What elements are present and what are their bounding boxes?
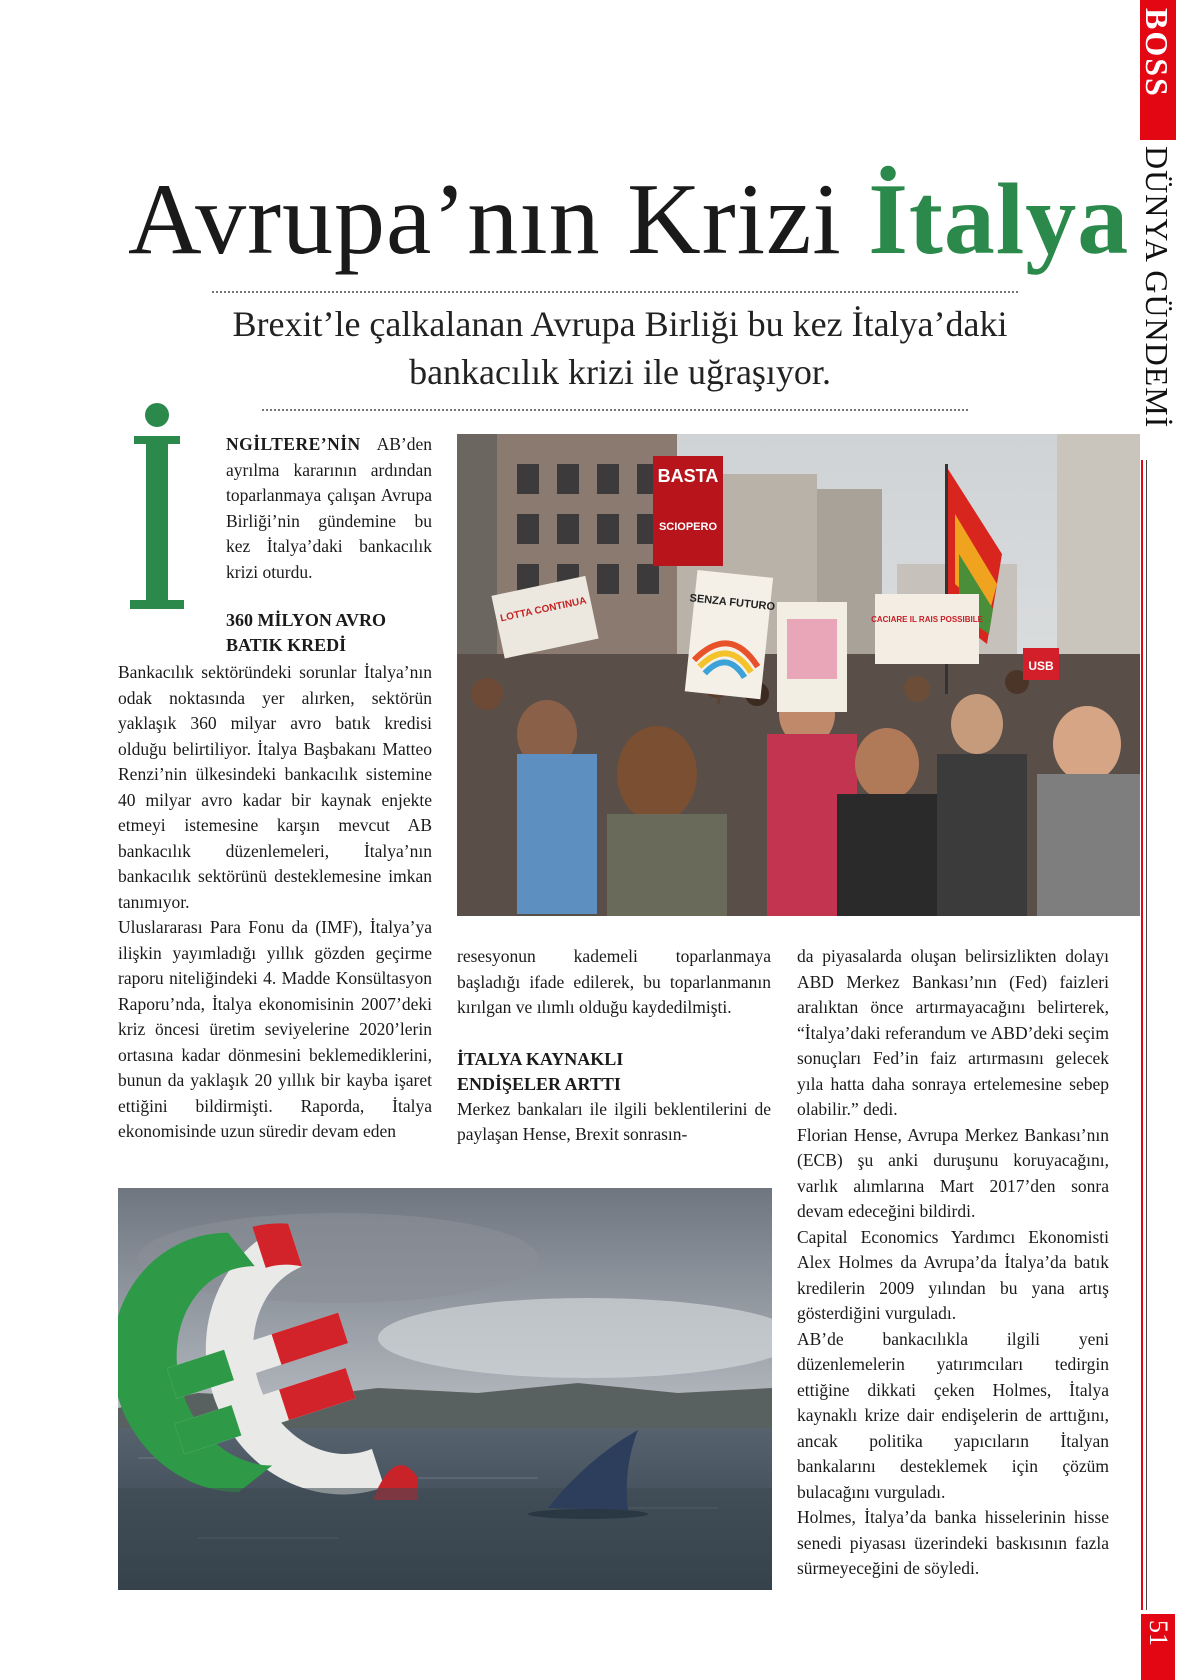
margin-rule (1141, 460, 1143, 1610)
paragraph: da piyasalarda oluşan belirsizlikten dolayı ABD Merkez Bankası’nın (Fed) faizleri aralıktan önce artırmayacağını belirterek, “İtalya’daki referandum ve ABD’deki seçim sonuçları Fed’in faiz artırmasını gelecek yıla hatta daha sonraya ertelemesine sebep olabilir.” dedi. (797, 946, 1109, 1119)
paragraph: Capital Economics Yardımcı Ekonomisti Alex Holmes da Avrupa’da İtalya’da batık kredilerin 2009 yılından bu yana artış gösterdiğini vurguladı. (797, 1226, 1109, 1323)
sign-possibile: CACIARE IL RAIS POSSIBILE (871, 615, 983, 624)
paragraph: AB’de bankacılıkla ilgili yeni düzenlemelerin yatırımcıları tedirgin ettiğine dikkati çeken Holmes, İtalya kaynaklı krize dair endişelerin de arttığını, ancak politika yapıcıların İtalyan bankalarını desteklemek için çözüm bulacağını vurguladı. (797, 1328, 1109, 1502)
euro-crisis-photo (118, 1188, 772, 1590)
page-title (128, 160, 1130, 280)
brand-label: BOSS (1139, 8, 1175, 98)
sign-sciopero: SCIOPERO (658, 521, 718, 533)
paragraph: resesyonun kademeli toparlanmaya başladığı ifade edilerek, bu toparlanmanın kırılgan ve ılımlı olduğu kaydedilmişti. (457, 946, 771, 1017)
section-label: DÜNYA GÜNDEMİ (1139, 146, 1175, 429)
dropcap (128, 396, 188, 614)
paragraph: Florian Hense, Avrupa Merkez Bankası’nın (ECB) şu anki duruşunu koruyacağını, varlık alımlarına Mart 2017’den sonra devam edeceğini bildirdi. (797, 1124, 1109, 1221)
brand-tab (1140, 0, 1176, 140)
paragraph: Uluslararası Para Fonu da (IMF), İtalya’ya ilişkin yayımladığı yıllık gözden geçirme raporu niteliğindeki 4. Madde Konsültasyon Raporu’nda, İtalya ekonomisinin 2007’deki kriz öncesi üretim seviyelerine 2020’lerin ortasına kadar dönmesini beklemediklerini, bunun da yaklaşık 20 yıllık bir kayba işaret ettiğini bildirmişti. Raporda, İtalya ekonomisinde uzun süredir devam eden (118, 917, 432, 1141)
section-tab (1140, 140, 1176, 460)
section-heading-2 (457, 1047, 771, 1097)
article-column-1 (118, 660, 432, 1145)
page-number-tab (1141, 1614, 1175, 1680)
page-number: 51 (1144, 1620, 1173, 1646)
protest-illustration (457, 434, 1140, 916)
paragraph: Merkez bankaları ile ilgili beklentilerini de paylaşan Hense, Brexit sonrasın- (457, 1098, 771, 1144)
article-column-3 (797, 944, 1109, 1582)
euro-illustration (118, 1188, 772, 1590)
dropcap-glyph (128, 396, 188, 614)
lede-paragraph (226, 432, 432, 585)
sign-basta: BASTA (657, 466, 719, 486)
section-heading-1 (226, 608, 432, 658)
sign-lotta: LOTTA CONTINUA (499, 595, 588, 625)
lede-lead-word: NGİLTERE’NİN (226, 434, 361, 454)
subtitle: Brexit’le çalkalanan Avrupa Birliği bu kez İtalya’daki bankacılık krizi ile uğraşıyor. (232, 304, 1008, 392)
paragraph: Holmes, İtalya’da banka hisselerinin hisse senedi piyasası üzerindeki baskısının fazla sürmeyeceğini de söyledi. (797, 1507, 1109, 1578)
article-column-2 (457, 944, 771, 1148)
heading-1-line2: BATIK KREDİ (226, 635, 347, 655)
lede-text: AB’den ayrılma kararının ardından toparlanmaya çalışan Avrupa Birliği’nin gündemine bu kez İtalya’daki bankacılık krizi oturdu. (226, 434, 432, 582)
title-main: Avrupa’nın Krizi (128, 163, 869, 276)
title-accent: İtalya (868, 163, 1130, 276)
subtitle-divider (262, 409, 968, 411)
heading-1-line1: 360 MİLYON AVRO (226, 610, 387, 630)
margin-rule-dark (1146, 460, 1147, 1610)
heading-2-line2: ENDİŞELER ARTTI (457, 1073, 621, 1094)
protest-photo (457, 434, 1140, 916)
sign-senza-futuro: SENZA FUTURO (688, 592, 776, 614)
heading-2-line1: İTALYA KAYNAKLI (457, 1048, 624, 1069)
sign-usb: USB (1028, 659, 1054, 673)
paragraph: Bankacılık sektöründeki sorunlar İtalya’nın odak noktasında yer alırken, sektörün yaklaşık 360 milyar avro batık kredisi olduğu belirtiliyor. İtalya Başbakanı Matteo Renzi’nin ülkesindeki bankacılık sistemine 40 milyar avro kadar bir kaynak enjekte etmeyi istemesine karşın mevcut AB bankacılık düzenlemeleri, İtalya’nın bankacılık sektörünü desteklemesine imkan tanımıyor. (118, 662, 432, 912)
title-divider (212, 291, 1018, 293)
